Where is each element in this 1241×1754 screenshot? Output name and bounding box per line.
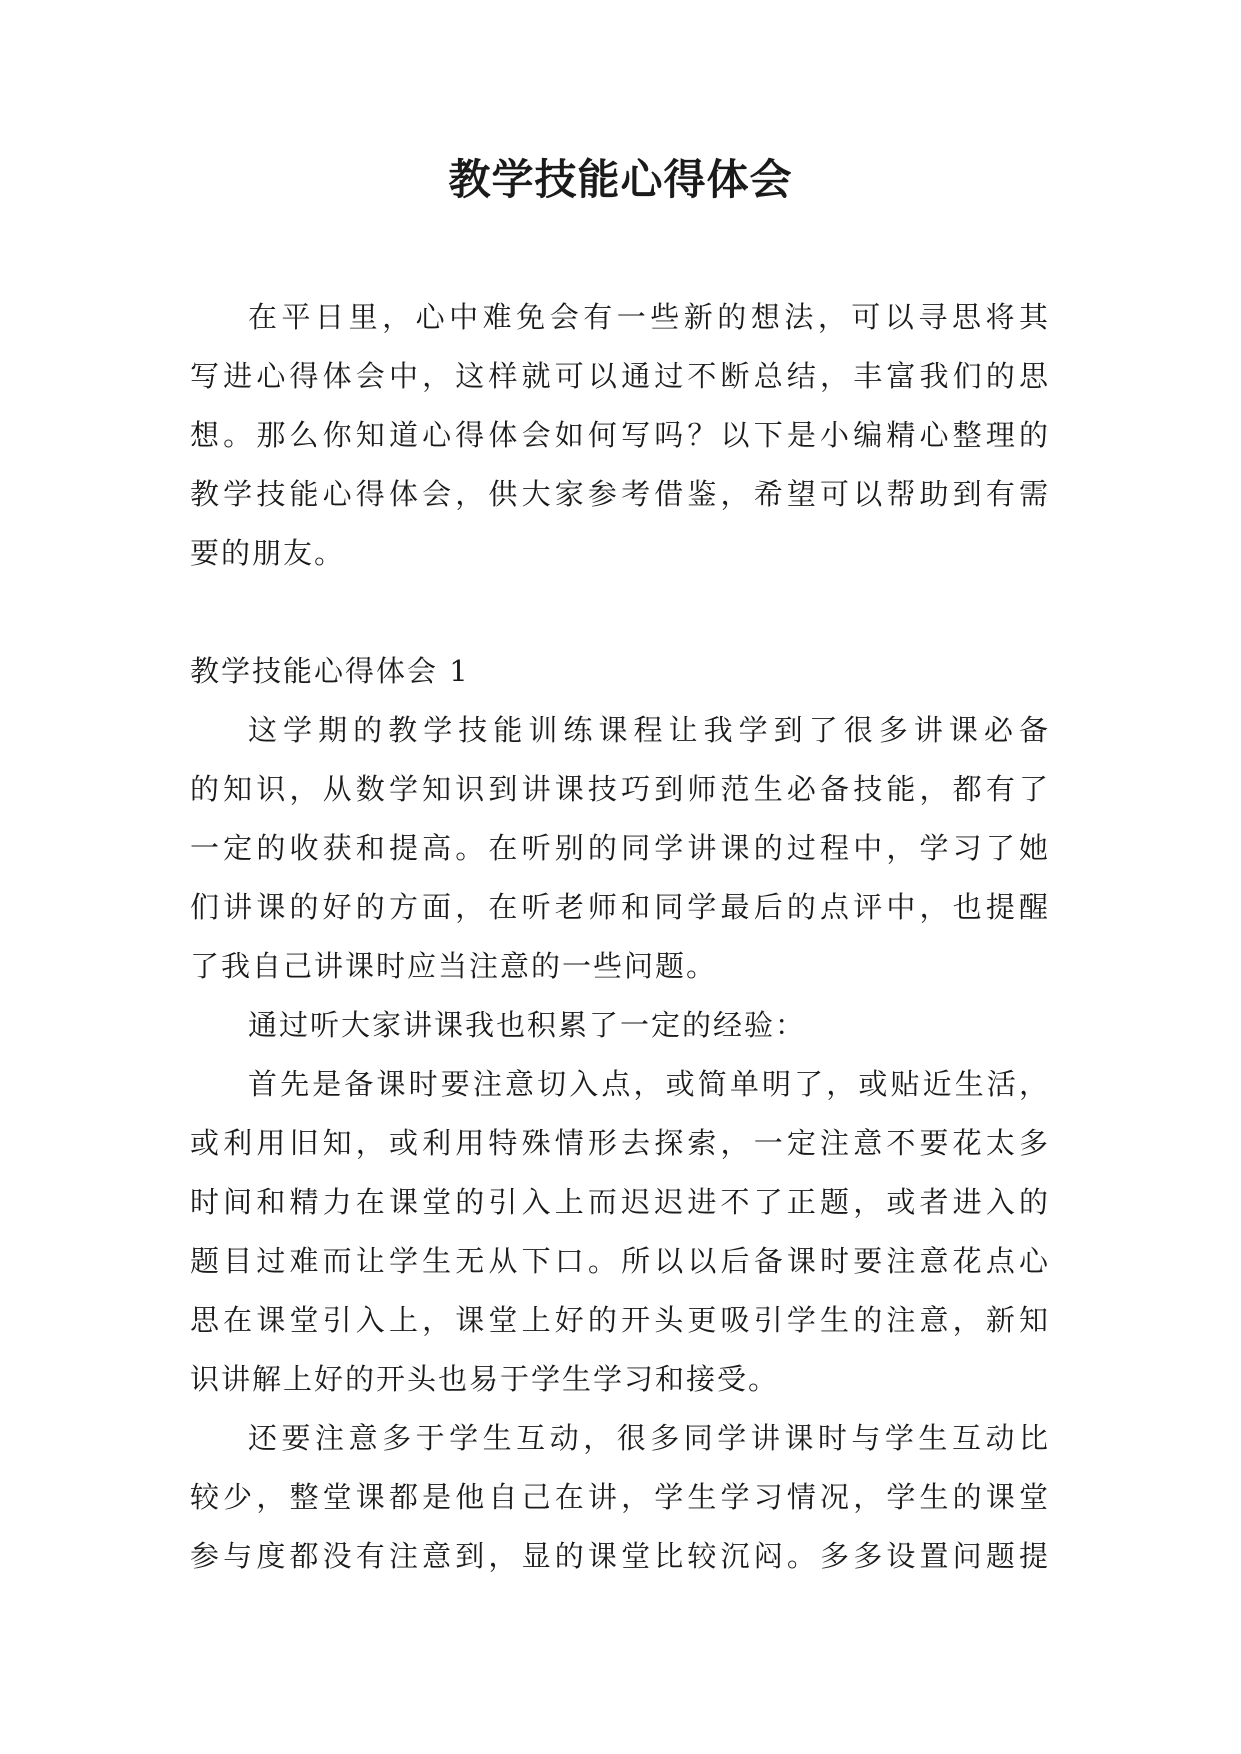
section-heading [190,642,1050,701]
intro-line: 写进心得体会中，这样就可以通过不断总结，丰富我们的思 [190,359,1050,393]
paragraph-spacer [190,583,1050,642]
paragraph-line: 了我自己讲课时应当注意的一些问题。 [190,949,718,983]
paragraph-line: 还要注意多于学生互动，很多同学讲课时与学生互动比 [248,1421,1050,1455]
paragraph-line: 这学期的教学技能训练课程让我学到了很多讲课必备 [248,713,1050,747]
document-title: 教学技能心得体会 [448,155,793,204]
body-paragraph-4 [190,1409,1050,1586]
paragraph-line: 较少，整堂课都是他自己在讲，学生学习情况，学生的课堂 [190,1480,1050,1514]
paragraph-line: 题目过难而让学生无从下口。所以以后备课时要注意花点心 [190,1244,1050,1278]
paragraph-line: 通过听大家讲课我也积累了一定的经验： [248,1008,807,1042]
body-paragraph-1 [190,701,1050,996]
paragraph-line: 时间和精力在课堂的引入上而迟迟进不了正题，或者进入的 [190,1185,1050,1219]
body-paragraph-3 [190,1055,1050,1409]
document-body [190,288,1050,1586]
body-paragraph-2 [190,996,1050,1055]
intro-line: 教学技能心得体会，供大家参考借鉴，希望可以帮助到有需 [190,477,1050,511]
paragraph-line: 参与度都没有注意到，显的课堂比较沉闷。多多设置问题提 [190,1539,1050,1573]
section-heading-text: 教学技能心得体会 1 [190,654,470,688]
intro-paragraph [190,288,1050,583]
intro-line: 要的朋友。 [190,536,346,570]
paragraph-line: 们讲课的好的方面，在听老师和同学最后的点评中，也提醒 [190,890,1050,924]
paragraph-line: 的知识，从数学知识到讲课技巧到师范生必备技能，都有了 [190,772,1050,806]
intro-line: 想。那么你知道心得体会如何写吗？以下是小编精心整理的 [190,418,1050,452]
paragraph-line: 首先是备课时要注意切入点，或简单明了，或贴近生活， [248,1067,1050,1101]
intro-line: 在平日里，心中难免会有一些新的想法，可以寻思将其 [248,300,1050,334]
paragraph-line: 识讲解上好的开头也易于学生学习和接受。 [190,1362,780,1396]
paragraph-line: 或利用旧知，或利用特殊情形去探索，一定注意不要花太多 [190,1126,1050,1160]
paragraph-line: 一定的收获和提高。在听别的同学讲课的过程中，学习了她 [190,831,1050,865]
paragraph-line: 思在课堂引入上，课堂上好的开头更吸引学生的注意，新知 [190,1303,1050,1337]
